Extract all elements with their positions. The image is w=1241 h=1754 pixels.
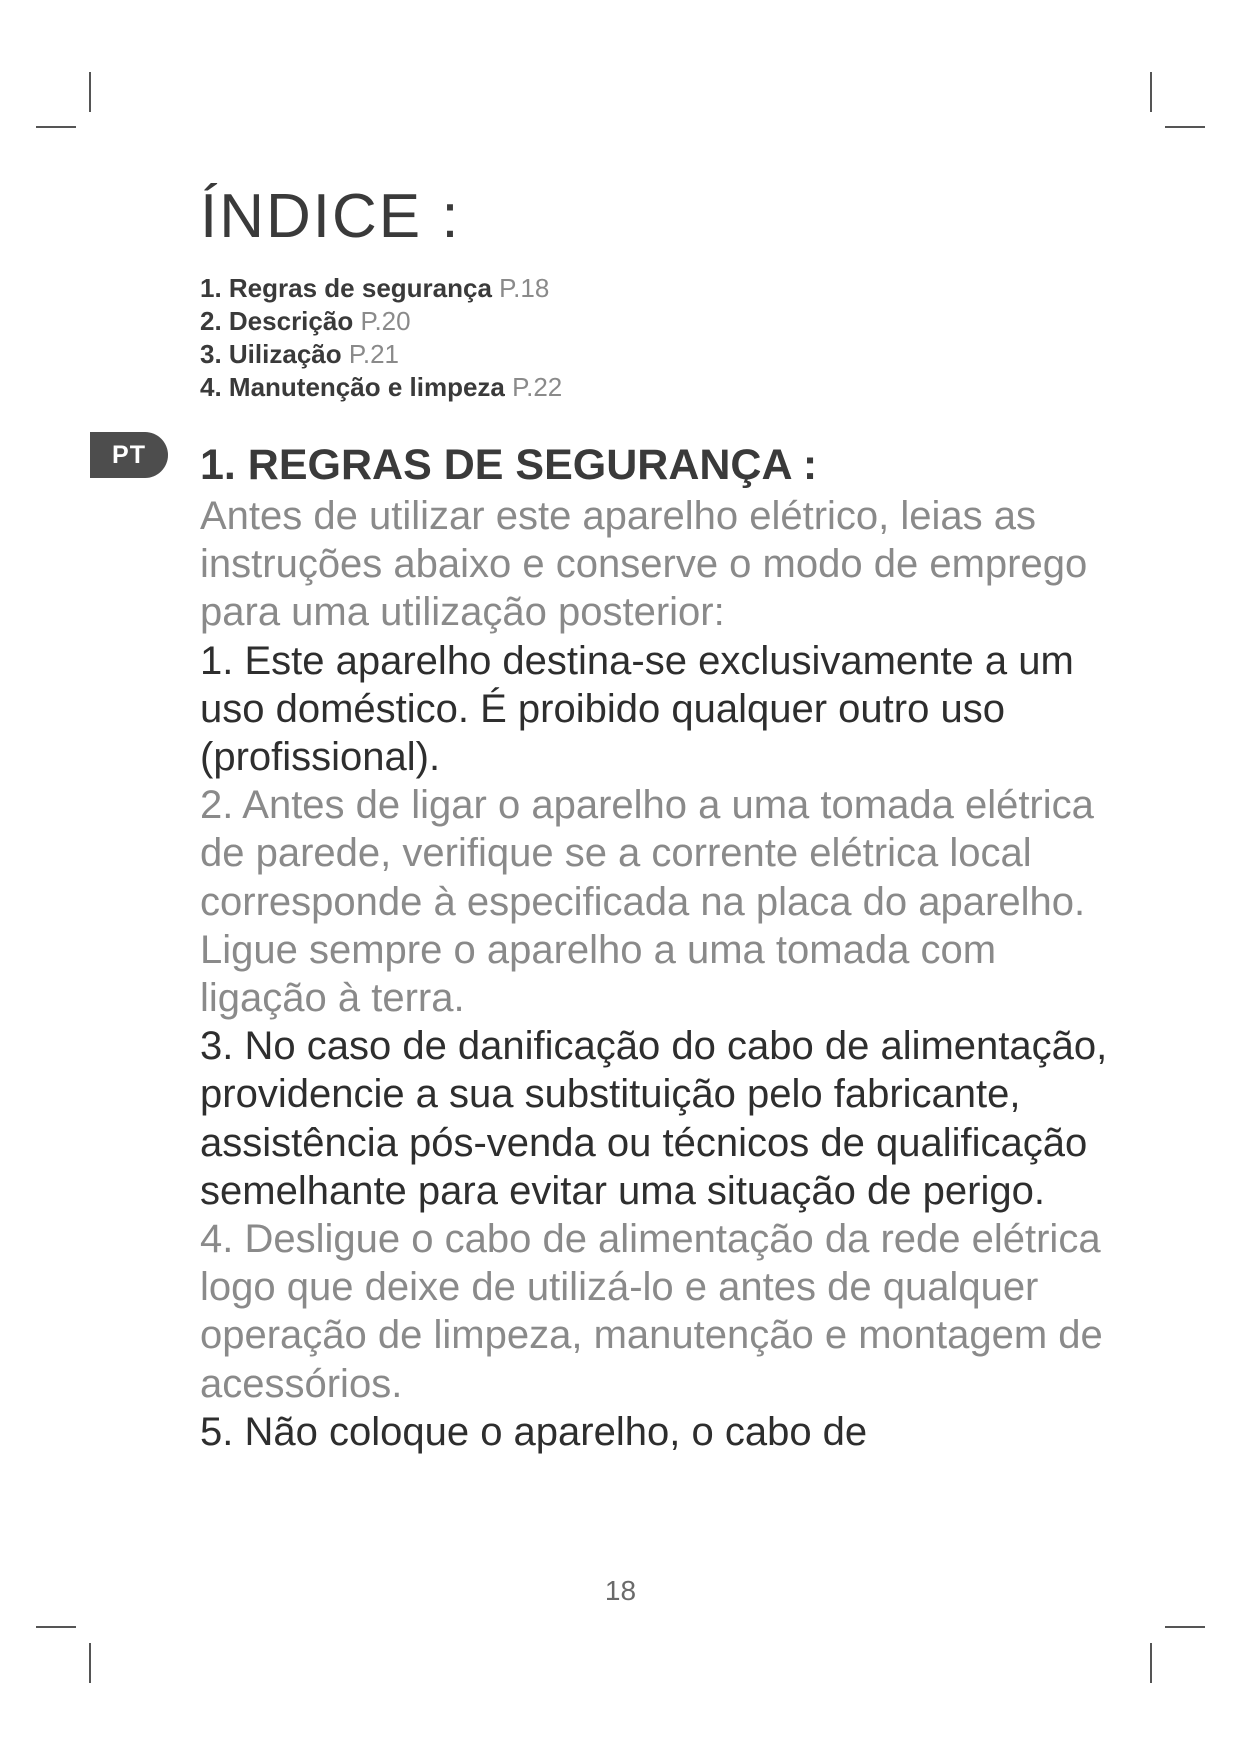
toc-item[interactable] — [200, 338, 562, 371]
crop-mark-top-left-horizontal — [36, 126, 76, 128]
toc-item[interactable] — [200, 305, 562, 338]
page-number: 18 — [604, 1575, 637, 1606]
toc-item-label: 3. Uilização — [200, 339, 342, 369]
toc-item-page: P.22 — [512, 372, 563, 402]
safety-rule-1: 1. Este aparelho destina-se exclusivamente a um uso doméstico. É proibido qualquer outro uso (profissional). — [200, 638, 1074, 780]
toc-item[interactable] — [200, 371, 562, 404]
safety-rule-4: 4. Desligue o cabo de alimentação da rede elétrica logo que deixe de utilizá-lo e antes de qualquer operação de limpeza, manutenção e montagem de acessórios. — [200, 1217, 1103, 1406]
toc-item-label: 1. Regras de segurança — [200, 273, 492, 303]
crop-mark-top-right-vertical — [1150, 72, 1152, 112]
toc-item-label: 2. Descrição — [200, 306, 354, 336]
crop-mark-top-right-horizontal — [1165, 126, 1205, 128]
crop-mark-bottom-left-vertical — [89, 1643, 91, 1683]
crop-mark-top-left-vertical — [89, 72, 91, 112]
toc-item-label: 4. Manutenção e limpeza — [200, 372, 505, 402]
safety-rule-5: 5. Não coloque o aparelho, o cabo de — [200, 1409, 868, 1454]
section-title: 1. REGRAS DE SEGURANÇA : — [200, 441, 818, 489]
language-tab: PT — [90, 432, 168, 478]
intro-paragraph: Antes de utilizar este aparelho elétrico, leias as instruções abaixo e conserve o modo de emprego para uma utilização posterior: — [200, 494, 1088, 635]
toc-item-page: P.20 — [360, 306, 411, 336]
toc-item-page: P.18 — [499, 273, 550, 303]
table-of-contents — [200, 272, 562, 404]
toc-item-page: P.21 — [348, 339, 399, 369]
safety-rule-3: 3. No caso de danificação do cabo de alimentação, providencie a sua substituição pelo fabricante, assistência pós-venda ou técnicos de qualificação semelhante para evitar uma situação de perigo. — [200, 1024, 1108, 1213]
crop-mark-bottom-right-horizontal — [1165, 1626, 1205, 1628]
crop-mark-bottom-right-vertical — [1150, 1643, 1152, 1683]
toc-item[interactable] — [200, 272, 562, 305]
index-title: ÍNDICE : — [200, 182, 461, 251]
section-body — [200, 492, 1120, 1456]
safety-rule-2: 2. Antes de ligar o aparelho a uma tomada elétrica de parede, verifique se a corrente elétrica local corresponde à especificada na placa do aparelho. Ligue sempre o aparelho a uma tomada com ligação à terra. — [200, 783, 1094, 1021]
crop-mark-bottom-left-horizontal — [36, 1626, 76, 1628]
